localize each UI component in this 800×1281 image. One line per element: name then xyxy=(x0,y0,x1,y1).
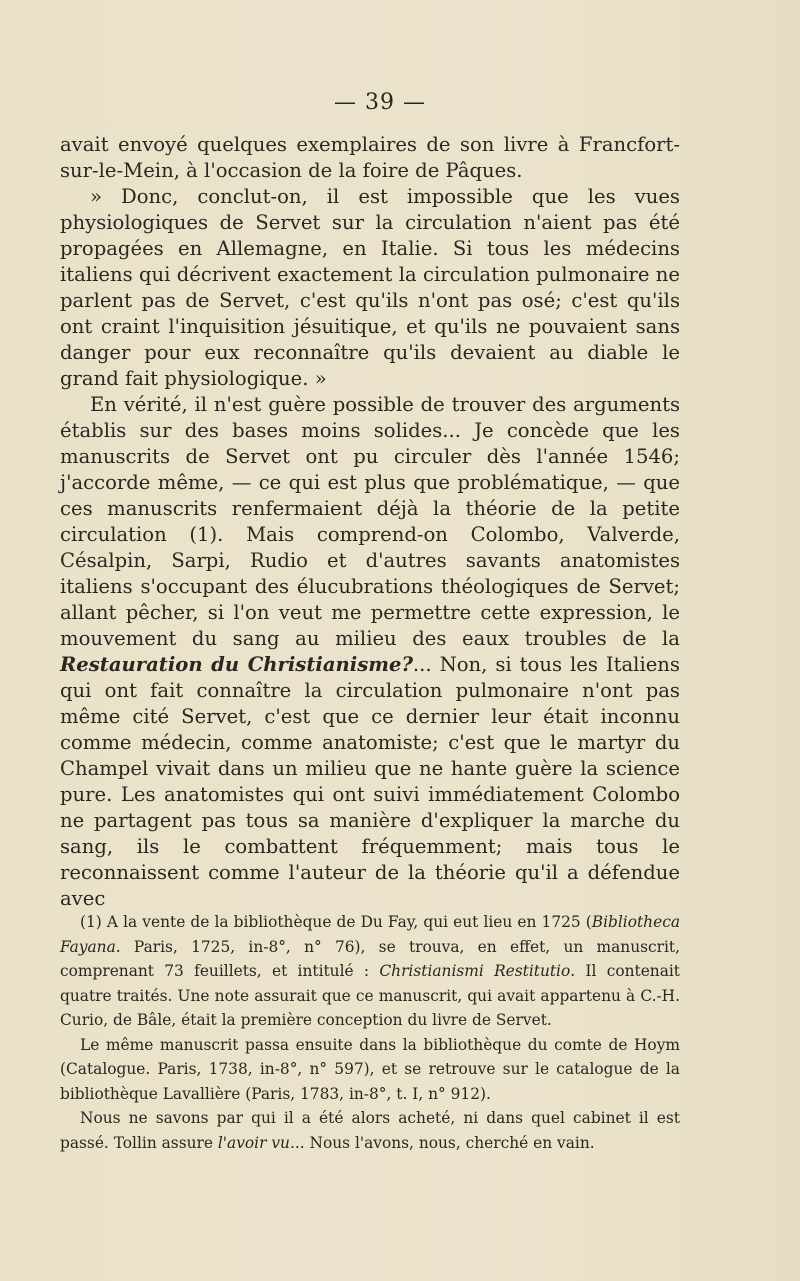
paragraph-3-part-1: En vérité, il n'est guère possible de trouver des arguments établis sur des bases moins solides... Je concède que les manuscrits de Servet ont pu circuler dès l'année 1546; j'accorde même, — ce qui est plus que problématique, — que ces manuscrits renfermaient déjà la théorie de la petite circulation (1). Mais comprend-on Colombo, Valverde, Césalpin, Sarpi, Rudio et d'autres savants anatomistes italiens s'occupant des élucubrations théologiques de Servet; allant pêcher, si l'on veut me permettre cette expression, le mouvement du sang au milieu des eaux troubles de la xyxy=(60,393,680,650)
footnote-3 xyxy=(60,1106,680,1155)
page-number: — 39 — xyxy=(334,90,426,115)
paragraph-3-part-3: ... Non, si tous les Italiens qui ont fait connaître la circulation pulmonaire n'ont pas même cité Servet, c'est que ce dernier leur était inconnu comme médecin, comme anatomiste; c'est que le martyr du Champel vivait dans un milieu que ne hante guère la science pure. Les anatomistes qui ont suivi immédiatement Colombo ne partagent pas tous sa manière d'expliquer la marche du sang, ils le combattent fréquemment; mais tous le reconnaissent comme l'auteur de la théorie qu'il a défendue avec xyxy=(60,653,680,910)
footnote-1-part-1: (1) A la vente de la bibliothèque de Du Fay, qui eut lieu en 1725 ( xyxy=(80,913,592,931)
paragraph-1: avait envoyé quelques exemplaires de son livre à Francfort-sur-le-Mein, à l'occasion de la foire de Pâques. xyxy=(60,133,680,182)
footnote-1-part-5: . Il contenait quatre traités. Une note assurait que ce manuscrit, qui avait appartenu à C.-H. Curio, de Bâle, était la première conception du livre de Servet. xyxy=(60,962,680,1029)
footnote-1-italic-2: Christianismi Restitutio xyxy=(379,962,571,980)
footnote-2-text: Le même manuscrit passa ensuite dans la bibliothèque du comte de Hoym (Catalogue. Paris, 1738, in-8°, n° 597), et se retrouve sur le catalogue de la bibliothèque Lavallière (Paris, 1783, in-8°, t. I, n° 912). xyxy=(60,1035,680,1103)
book-title-italic: Restauration du Christianisme? xyxy=(60,653,413,676)
paragraph-2: » Donc, conclut-on, il est impossible que les vues physiologiques de Servet sur la circulation n'aient pas été propagées en Allemagne, en Italie. Si tous les médecins italiens qui décrivent exactement la circulation pulmonaire ne parlent pas de Servet, c'est qu'ils n'ont pas osé; c'est qu'ils ont craint l'inquisition jésuitique, et qu'ils ne pouvaient sans danger pour eux reconnaître qu'ils devaient au diable le grand fait physiologique. » xyxy=(60,185,680,390)
footnote-3-italic: l'avoir vu xyxy=(217,1133,290,1152)
footnote-3-part-1: Nous ne savons par qui il a été alors acheté, ni dans quel cabinet il est passé. Tollin assure xyxy=(60,1109,680,1152)
footnote-1 xyxy=(60,910,680,1033)
main-text xyxy=(60,132,680,912)
footnote-1-italic-1: Bibliotheca Fayana xyxy=(60,913,680,956)
footnote-1-part-3: . Paris, 1725, in-8°, n° 76), se trouva, en effet, un manuscrit, comprenant 73 feuillets, et intitulé : xyxy=(60,937,680,980)
footnote-2 xyxy=(60,1033,680,1107)
paragraph-3 xyxy=(60,392,680,912)
footnote-3-part-3: ... Nous l'avons, nous, cherché en vain. xyxy=(289,1133,595,1152)
footnotes xyxy=(60,910,680,1155)
